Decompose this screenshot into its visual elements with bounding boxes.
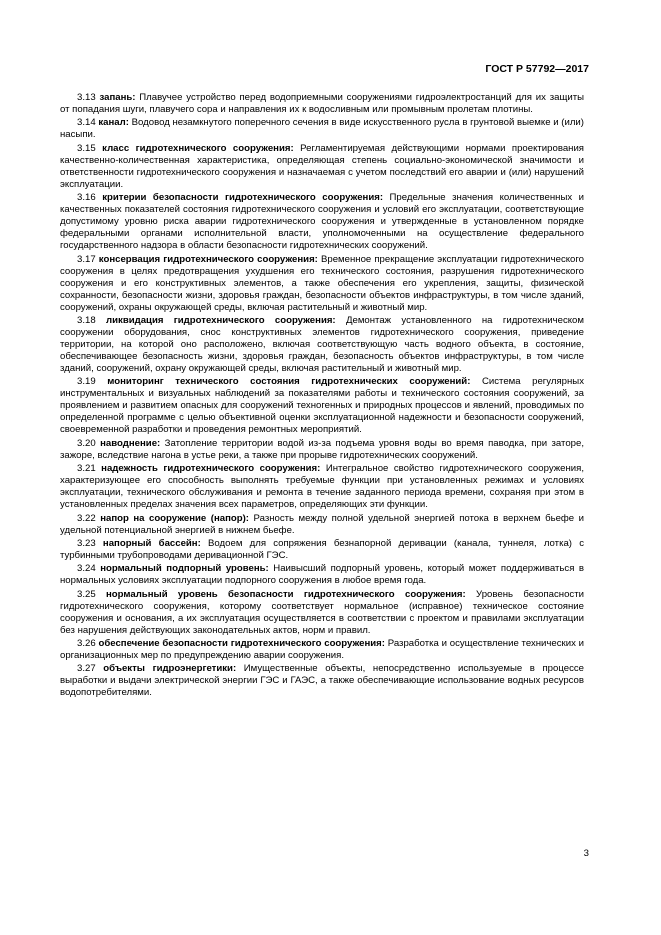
entry-number: 3.19 [77, 376, 96, 388]
entry-term: консервация гидротехнического сооружения: [98, 253, 318, 265]
entry-definition: Плавучее устройство перед водоприемными сооружениями гидроэлектростанций для их защиты от попадания шуги, плавучего сора и направления их к водосливным или промывным пролетам плотины. [60, 92, 584, 115]
entry-number: 3.23 [77, 537, 96, 549]
definitions-section [60, 92, 584, 701]
entry-term: нормальный подпорный уровень: [100, 563, 269, 575]
entry-number: 3.27 [77, 663, 96, 675]
entry-term: ликвидация гидротехнического сооружения: [106, 314, 336, 326]
entry-number: 3.26 [77, 638, 96, 650]
definition-entry [60, 463, 584, 511]
definition-entry [60, 315, 584, 375]
entry-definition: Уровень безопасности гидротехнического сооружения, которому соответствует нормальное (исправное) техническое состояние сооружения и основания, а их эксплуатация осуществляется в соответствии с проектом и правилами эксплуатации без нарушения действующих законодательных актов, норм и правил. [60, 588, 584, 636]
entry-definition: Демонтаж установленного на гидротехническом сооружении оборудования, снос конструктивных элементов гидротехнического сооружения, приведение территории, на которой оно расположено, включая соответствующую часть водного объекта, в состояние, обеспечивающее безопасность жизни, здоровья граждан, безопасность объектов инфраструктуры, в том числе зданий, сооружений, охрану окружающей среды, включая растительный и животный мир. [60, 314, 584, 374]
entry-definition: Имущественные объекты, непосредственно используемые в процессе выработки и выдачи электрической энергии ГЭС и ГАЭС, а также обеспечивающие использование водных ресурсов водопотребителями. [60, 663, 584, 699]
definition-entry [60, 513, 584, 537]
entry-term: запань: [99, 92, 136, 103]
definition-entry [60, 376, 584, 436]
entry-term: критерии безопасности гидротехнического сооружения: [102, 192, 384, 204]
definition-entry [60, 92, 584, 116]
definition-entry [60, 563, 584, 587]
entry-term: надежность гидротехнического сооружения: [101, 463, 321, 475]
definition-entry [60, 143, 584, 191]
definition-entry [60, 538, 584, 562]
definition-entry [60, 589, 584, 637]
entry-number: 3.21 [77, 463, 96, 475]
standard-code-header: ГОСТ Р 57792—2017 [485, 63, 589, 75]
page-number: 3 [583, 848, 589, 859]
entry-number: 3.14 [77, 117, 96, 129]
entry-term: напор на сооружение (напор): [100, 512, 249, 524]
entry-term: объекты гидроэнергетики: [103, 663, 237, 675]
entry-number: 3.22 [77, 512, 96, 524]
entry-number: 3.13 [77, 92, 96, 103]
entry-definition: Предельные значения количественных и качественных показателей состояния гидротехнического сооружения и условий его эксплуатации, соответствующие допустимому уровню риска аварии гидротехнического сооружения и утвержденные в установленном порядке федеральными органами исполнительной власти, уполномоченными на осуществление федерального государственного надзора в области безопасности гидротехнических сооружений. [60, 192, 585, 252]
entry-term: наводнение: [100, 437, 161, 449]
entry-definition: Интегральное свойство гидротехнического сооружения, характеризующее его способность выполнять требуемые функции при установленных режимах и условиях эксплуатации, технического обслуживания и ремонта в течение заданного периода времени, сохраняя при этом в установленных пределах значения всех параметров, определяющих эти функции. [60, 463, 584, 511]
definition-entry [60, 663, 584, 699]
definition-entry [60, 638, 584, 662]
entry-term: напорный бассейн: [102, 537, 201, 549]
definition-entry [60, 192, 584, 252]
entry-number: 3.17 [77, 253, 96, 265]
entry-definition: Водоем для сопряжения безнапорной деривации (канала, туннеля, лотка) с турбинными трубопроводами деривационной ГЭС. [60, 537, 585, 561]
entry-number: 3.20 [77, 437, 96, 449]
entry-definition: Водовод незамкнутого поперечного сечения в виде искусственного русла в грунтовой выемке и (или) насыпи. [60, 117, 584, 141]
entry-definition: Затопление территории водой из-за подъема уровня воды во время паводка, при заторе, зажоре, вследствие нагона в устье реки, а также при прорыве гидротехнических сооружений. [60, 437, 585, 461]
entry-number: 3.24 [77, 563, 96, 575]
entry-definition: Регламентируемая действующими нормами проектирования качественно-количественная характеристика, определяющая степень социально-экономической значимости и ответственности гидротехнического сооружения и назначаемая с учетом последствий его аварии и (или) нарушений эксплуатации. [60, 142, 585, 190]
entry-term: класс гидротехнического сооружения: [102, 142, 294, 154]
entry-definition: Разность между полной удельной энергией потока в верхнем бьефе и удельной потенциальной энергией в нижнем бьефе. [60, 512, 584, 536]
entry-number: 3.18 [77, 314, 96, 326]
entry-number: 3.15 [77, 142, 96, 154]
definition-entry [60, 254, 584, 314]
entry-number: 3.16 [77, 192, 96, 204]
entry-definition: Разработка и осуществление технических и организационных мер по предупреждению аварии сооружения. [60, 638, 584, 662]
entry-term: нормальный уровень безопасности гидротехнического сооружения: [106, 588, 466, 600]
definition-entry [60, 438, 584, 462]
entry-term: мониторинг технического состояния гидротехнических сооружений: [107, 376, 471, 388]
entry-definition: Система регулярных инструментальных и визуальных наблюдений за показателями работы и технического состояния сооружений, за проявлением и развитием опасных для сооружений техногенных и природных процессов и явлений, проводимых по определенной программе с целью объективной оценки эксплуатационной надежности и безопасности сооружений, своевременной разработки и проведения ремонтных мероприятий. [60, 376, 585, 436]
entry-term: канал: [98, 117, 129, 129]
definition-entry [60, 117, 584, 141]
entry-term: обеспечение безопасности гидротехнического сооружения: [98, 638, 385, 650]
entry-number: 3.25 [77, 588, 96, 600]
entry-definition: Наивысший подпорный уровень, который может поддерживаться в нормальных условиях эксплуатации подпорного сооружения в любое время года. [60, 563, 584, 587]
entry-definition: Временное прекращение эксплуатации гидротехнического сооружения в целях предотвращения ухудшения его технического состояния, разрушения гидротехнического сооружения и его конструктивных элементов, а также обеспечения его укрепления, защиты, физической сохранности, безопасности жизни, здоровья граждан, безопасности объектов инфраструктуры, в том числе зданий, сооружений, охраны окружающей среды, включая растительный и животный мир. [60, 253, 585, 313]
